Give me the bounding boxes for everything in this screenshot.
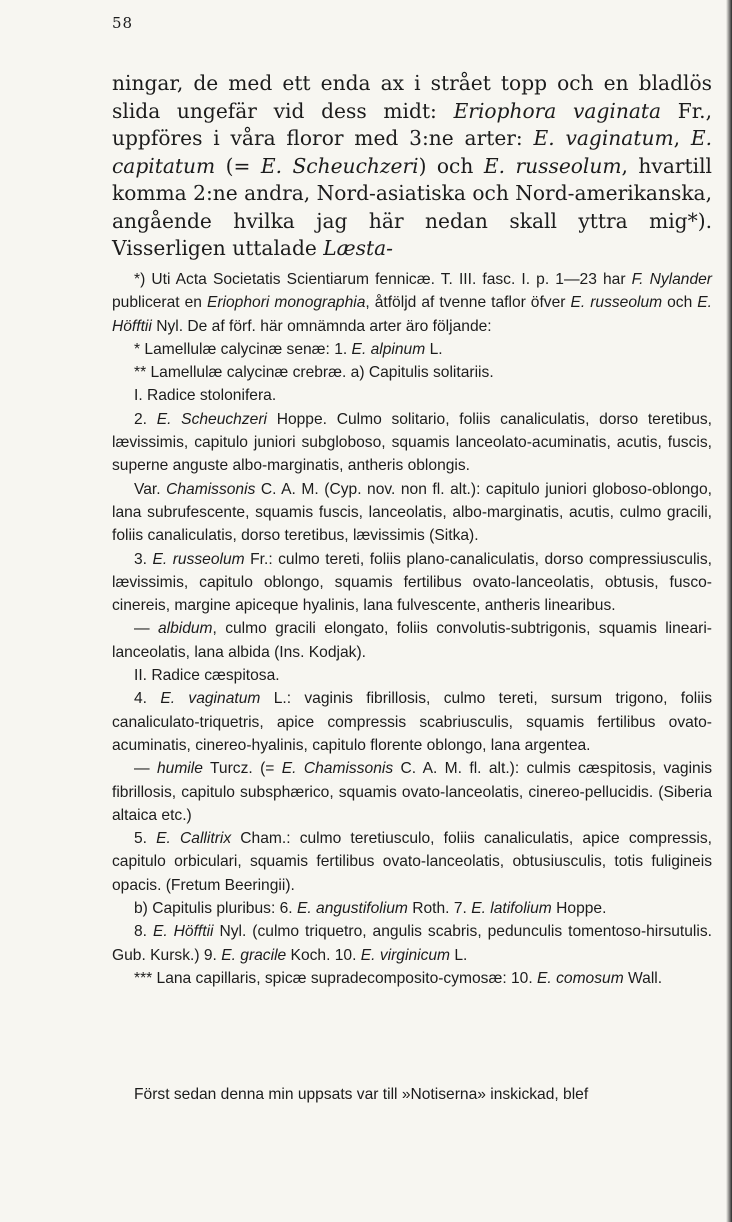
footnote-capitulis-pluribus: b) Capitulis pluribus: 6. E. angustifolium Roth. 7. E. latifolium Hoppe. [134,900,607,918]
footnote-section-2: II. Radice cæspitosa. [134,667,280,685]
footnote-section-1: I. Radice stolonifera. [134,387,277,405]
footnote-species-4: 4. E. vaginatum L.: vaginis fibrillosis, culmo tereti, sursum trigono, foliis canaliculato-triquetris, apice compressis scabriusculis, squamis fertilibus ovato-acuminatis, cinereo-hyalinis, capitulo florente oblongo, lana argentea. [112,690,712,754]
footnote-lamellulae-3: *** Lana capillaris, spicæ supradecomposito-cymosæ: 10. E. comosum Wall. [134,969,663,987]
footnote-species-2: 2. E. Scheuchzeri Hoppe. Culmo solitario, foliis canaliculatis, dorso teretibus, lævissimis, capitulo juniori subgloboso, squamis lanceolato-acuminatis, acutis, fuscis, superne anguste albo-marginatis, antheris oblongis. [112,410,712,475]
footnote-species-8: 8. E. Höfftii Nyl. (culmo triquetro, angulis scabris, pedunculis tomentoso-hirsutulis. Gub. Kursk.) 9. E. gracile Koch. 10. E. virginicum L. [112,923,712,964]
footnote-lamellulae-1: * Lamellulæ calycinæ senæ: 1. E. alpinum L. [134,340,443,358]
footnote-lamellulae-2: ** Lamellulæ calycinæ crebræ. a) Capitulis solitariis. [134,364,494,382]
footnote [112,268,712,990]
footnote-albidum: — albidum, culmo gracili elongato, foliis convolutis-subtrigonis, squamis lineari-lanceolatis, lana albida (Ins. Kodjak). [112,620,713,661]
footnote-species-3: 3. E. russeolum Fr.: culmo tereti, foliis plano-canaliculatis, dorso compressiusculis, lævissimis, capitulo oblongo, squamis fertilibus ovato-lanceolatis, obtusis, fusco-cinereis, margine apiceque hyalinis, lana fulvescente, antheris linearibus. [112,550,713,615]
closing-paragraph: Först sedan denna min uppsats var till »Notiserna» inskickad, blef [134,1086,589,1103]
footnote-intro: *) Uti Acta Societatis Scientiarum fennicæ. T. III. fasc. I. p. 1—23 har F. Nylander publicerat en Eriophori monographia, åtföljd af tvenne taflor öfver E. russeolum och E. Höfftii Nyl. De af förf. här omnämnda arter äro följande: [112,271,713,335]
footnote-humile: — humile Turcz. (= E. Chamissonis C. A. M. fl. alt.): culmis cæspitosis, vaginis fibrillosis, capitulo subsphærico, squamis ovato-lanceolatis, cinereo-pellucidis. (Siberia altaica etc.) [112,760,712,824]
page-edge-shadow [726,0,732,1222]
page-number: 58 [112,14,134,32]
footnote-species-5: 5. E. Callitrix Cham.: culmo teretiusculo, foliis canaliculatis, apice compressis, capitulo orbiculari, squamis fertilibus ovato-lanceolatis, obtusiusculis, totis fuligineis opacis. (Fretum Beeringii). [112,830,713,894]
main-paragraph: ningar, de med ett enda ax i strået topp och en bladlös slida ungefär vid dess midt: Eriophora vaginata Fr., uppföres i våra floror med 3:ne arter: E. vaginatum, E. capitatum (= E. Scheuchzeri) och E. russeolum, hvartill komma 2:ne andra, Nord-asiatiska och Nord-amerikanska, angående hvilka jag här nedan skall yttra mig*). Visserligen uttalade Læsta- [112,71,712,260]
footnote-variety-chamissonis: Var. Chamissonis C. A. M. (Cyp. nov. non fl. alt.): capitulo juniori globoso-oblongo, lana subrufescente, squamis fuscis, lanceolatis, albo-marginatis, acutis, culmo gracili, foliis canaliculatis, dorso teretibus, lævissimis (Sitka). [112,480,712,545]
